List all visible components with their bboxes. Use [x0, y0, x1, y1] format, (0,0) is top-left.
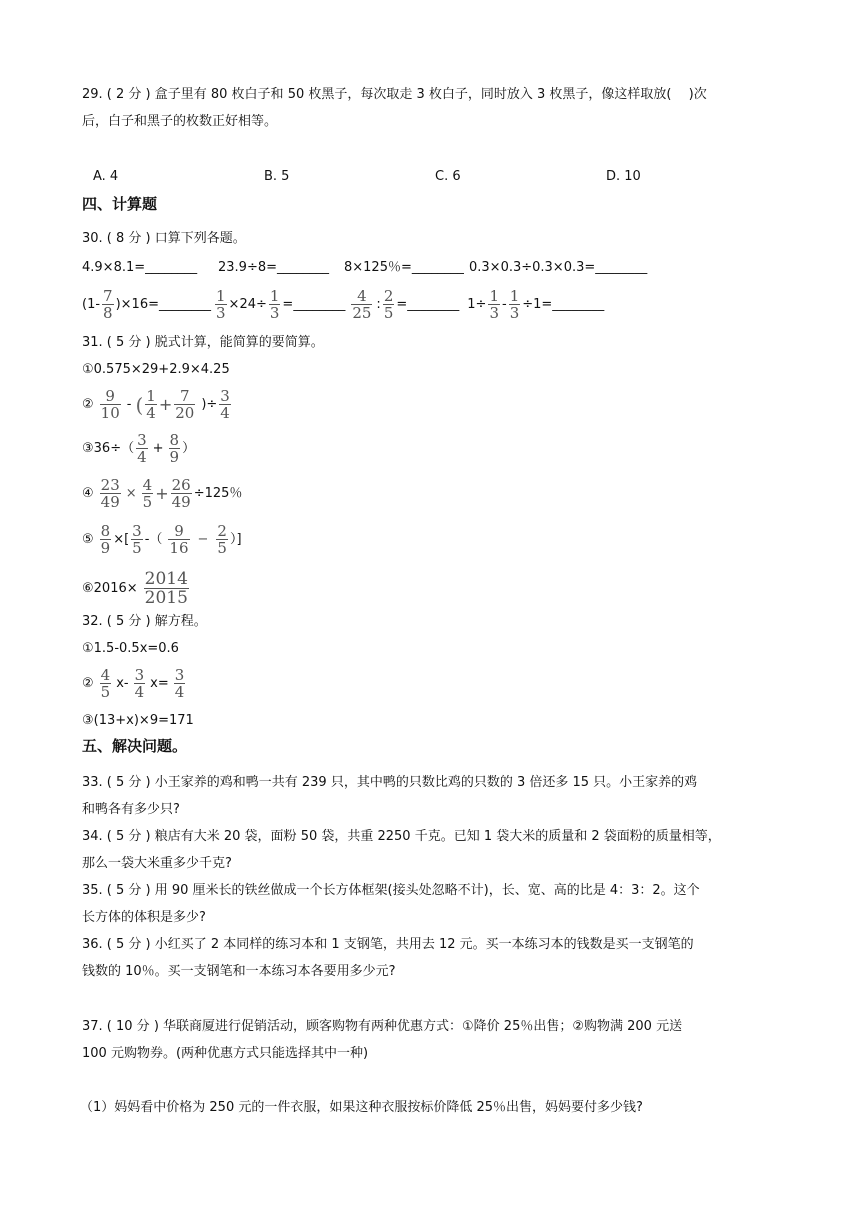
q37-subquestion-1: （1）妈妈看中价格为 250 元的一件衣服，如果这种衣服按标价降低 25％出售，妈妈要付多少钱?: [80, 1100, 643, 1115]
fraction: $\frac{4}{5}$: [100, 666, 111, 701]
q35-line1: 35. ( 5 分 ) 用 90 厘米长的铁丝做成一个长方体框架(接头处忽略不计)，长、宽、高的比是 4：3：2。这个: [82, 883, 700, 898]
fraction: $\frac{2014}{2015}$: [144, 569, 188, 608]
fraction: $\frac{2}{5}$: [217, 522, 227, 557]
q36-line1: 36. ( 5 分 ) 小红买了 2 本同样的练习本和 1 支钢笔，共用去 12 元。买一本练习本的钱数是买一支钢笔的: [82, 937, 694, 952]
q30-item-2: 23.9÷8=________: [218, 260, 330, 275]
fraction: $\frac{8}{9}$: [169, 431, 180, 466]
q37-line1: 37. ( 10 分 ) 华联商厦进行促销活动，顾客购物有两种优惠方式：①降价 25％出售；②购物满 200 元送: [82, 1019, 683, 1034]
q30-item-8: 1÷ $\frac{1}{3}$ - $\frac{1}{3}$ ÷1=________: [467, 287, 605, 322]
q29-option-b[interactable]: B. 5: [264, 169, 290, 184]
fraction: $\frac{26}{49}$: [171, 476, 191, 511]
q31-title: 31. ( 5 分 ) 脱式计算，能简算的要简算。: [82, 335, 324, 350]
fraction: $\frac{1}{3}$: [489, 287, 499, 322]
q33-line1: 33. ( 5 分 ) 小王家养的鸡和鸭一共有 239 只，其中鸭的只数比鸡的只数的 3 倍还多 15 只。小王家养的鸡: [82, 775, 698, 790]
q34-line2: 那么一袋大米重多少千克?: [82, 856, 232, 871]
q31-expr-1: ①0.575×29+2.9×4.25: [82, 362, 230, 377]
q30-item-1: 4.9×8.1=________: [82, 260, 198, 275]
q35-line2: 长方体的体积是多少?: [82, 910, 206, 925]
fraction: $\frac{7}{8}$: [103, 287, 113, 322]
q32-eq-1: ①1.5-0.5x=0.6: [82, 641, 179, 656]
fraction: $\frac{1}{3}$: [509, 287, 520, 322]
q29-line2: 后，白子和黑子的枚数正好相等。: [82, 114, 278, 129]
q36-line2: 钱数的 10％。买一支钢笔和一本练习本各要用多少元?: [82, 964, 396, 979]
fraction: $\frac{3}{4}$: [174, 666, 185, 701]
q34-line1: 34. ( 5 分 ) 粮店有大米 20 袋，面粉 50 袋，共重 2250 千克。已知 1 袋大米的质量和 2 袋面粉的质量相等，: [82, 829, 721, 844]
q30-item-6: $\frac{1}{3}$ ×24÷ $\frac{1}{3}$ =________: [216, 287, 346, 322]
fraction: $\frac{23}{49}$: [100, 476, 120, 511]
fraction: $\frac{3}{4}$: [137, 431, 147, 466]
q30-row2: [82, 288, 604, 321]
fraction: $\frac{4}{25}$: [352, 287, 372, 322]
section-5-heading: 五、解决问题。: [82, 737, 188, 755]
section-4-heading: 四、计算题: [82, 195, 158, 213]
q29-line1: 29. ( 2 分 ) 盒子里有 80 枚白子和 50 枚黑子，每次取走 3 枚白子，同时放入 3 枚黑子，像这样取放( )次: [82, 87, 707, 102]
fraction: $\frac{8}{9}$: [100, 522, 111, 557]
q31-expr-4: ④ $\frac{23}{49}$ × $\frac{4}{5}$ + $\frac{26}{49}$ ÷125％: [82, 476, 243, 511]
q31-expr-3: ③36÷（ $\frac{3}{4}$ + $\frac{8}{9}$ ）: [82, 431, 196, 466]
open-paren: (: [135, 392, 144, 417]
q29-option-d[interactable]: D. 10: [606, 169, 641, 184]
q30-title: 30. ( 8 分 ) 口算下列各题。: [82, 231, 246, 246]
q30-item-5: (1- $\frac{7}{8}$ )×16=________: [82, 287, 211, 322]
fraction: $\frac{3}{4}$: [134, 666, 145, 701]
q30-item-3: 8×125％=________: [344, 260, 464, 275]
q29-option-c[interactable]: C. 6: [435, 169, 461, 184]
fraction: $\frac{4}{5}$: [142, 476, 153, 511]
fraction: $\frac{3}{4}$: [220, 387, 230, 422]
fraction: $\frac{1}{3}$: [269, 287, 280, 322]
fraction: $\frac{7}{20}$: [175, 387, 195, 422]
q31-expr-5: ⑤ $\frac{8}{9}$ ×[ $\frac{3}{5}$ -（ $\frac{9}{16}$ − $\frac{2}{5}$ ）]: [82, 522, 242, 557]
fraction: $\frac{9}{10}$: [100, 387, 120, 422]
q37-line2: 100 元购物券。(两种优惠方式只能选择其中一种): [82, 1046, 369, 1061]
q32-eq-2: ② $\frac{4}{5}$ x- $\frac{3}{4}$ x= $\frac{3}{4}$: [82, 666, 185, 701]
q32-title: 32. ( 5 分 ) 解方程。: [82, 614, 207, 629]
q32-eq-3: ③(13+x)×9=171: [82, 713, 194, 728]
fraction: $\frac{3}{5}$: [132, 522, 142, 557]
q33-line2: 和鸭各有多少只?: [82, 802, 180, 817]
q29-option-a[interactable]: A. 4: [93, 169, 119, 184]
fraction: $\frac{2}{5}$: [383, 287, 394, 322]
fraction: $\frac{9}{16}$: [169, 522, 189, 557]
fraction: $\frac{1}{4}$: [146, 387, 156, 422]
q31-expr-6: ⑥2016× $\frac{2014}{2015}$: [82, 569, 188, 608]
q30-item-4: 0.3×0.3÷0.3×0.3=________: [469, 260, 648, 275]
q31-expr-2: ② $\frac{9}{10}$ - ( $\frac{1}{4}$ + $\frac{7}{20}$ )÷ $\frac{3}{4}$: [82, 387, 230, 422]
q30-item-7: $\frac{4}{25}$ : $\frac{2}{5}$ =________: [352, 287, 460, 322]
fraction: $\frac{1}{3}$: [216, 287, 226, 322]
